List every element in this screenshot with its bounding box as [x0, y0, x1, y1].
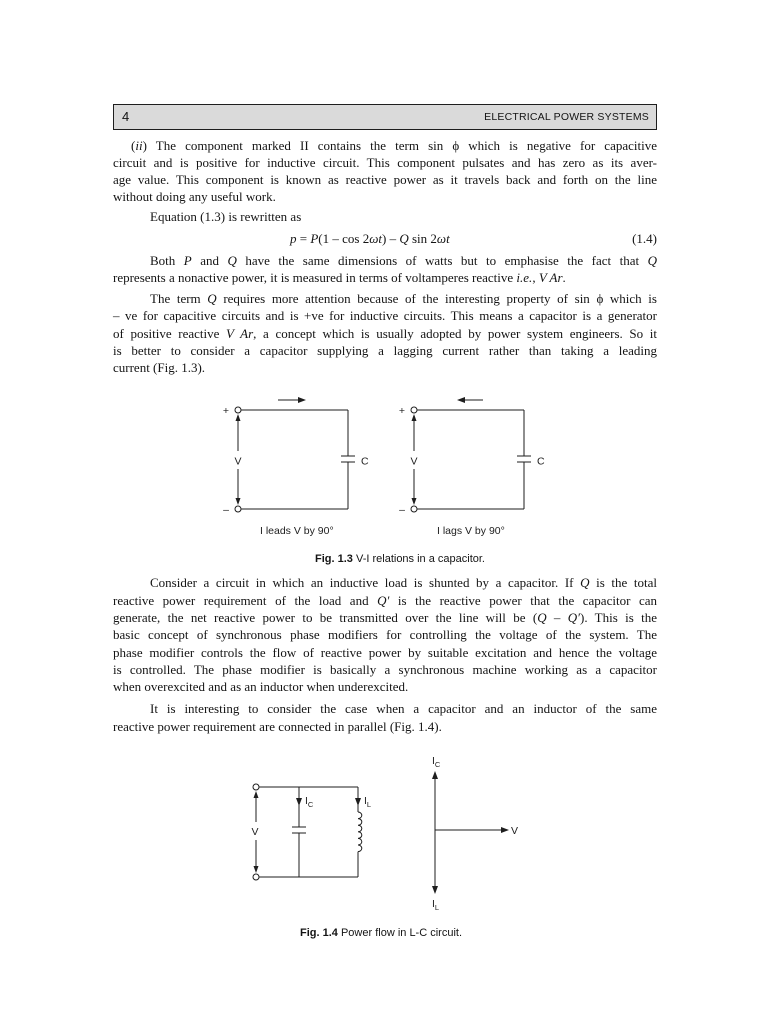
- symbol-q: Q: [227, 253, 237, 268]
- il-phasor-arrowhead: [432, 886, 438, 894]
- paragraph-5-line-3: [113, 609, 657, 627]
- minus-sign: –: [399, 504, 405, 516]
- voltage-phasor-arrowhead: [501, 827, 509, 833]
- paragraph-1-line-3: age value. This component is known as reactive power as it travels back and forth on the line: [113, 172, 657, 187]
- current-subscript: C: [434, 760, 441, 769]
- current-symbol: I: [364, 795, 367, 807]
- text-segment: and: [191, 253, 228, 268]
- il-phasor-label: [432, 898, 439, 912]
- paragraph-2-line-1: Equation (1.3) is rewritten as: [150, 209, 302, 224]
- voltage-arrowhead-down: [412, 498, 417, 505]
- text-segment: –: [546, 610, 568, 625]
- text-segment: The term: [150, 291, 208, 306]
- running-header: [113, 104, 657, 130]
- voltage-arrowhead-down: [236, 498, 241, 505]
- capacitor-current-label: [305, 795, 314, 809]
- paragraph-3-line-1: [150, 252, 657, 270]
- paragraph-6-line-1: It is interesting to consider the case when a capacitor and an inductor of the same: [150, 701, 657, 716]
- equation-term: ωt: [436, 231, 450, 246]
- bottom-terminal: [253, 874, 259, 880]
- paragraph-5-line-7: when overexcited and as an inductor when underexcited.: [113, 679, 409, 694]
- voltage-arrowhead-up: [254, 791, 259, 798]
- inductor-current-arrowhead: [355, 798, 361, 806]
- unit-var: V Ar: [538, 270, 563, 285]
- phase-caption: I lags V by 90°: [437, 525, 505, 537]
- top-terminal: [253, 784, 259, 790]
- equation-term: ) –: [382, 231, 400, 246]
- running-title: ELECTRICAL POWER SYSTEMS: [484, 111, 649, 123]
- equation-term: (1 – cos 2: [318, 231, 370, 246]
- paragraph-5-line-6: is controlled. The phase modifier is basically a synchronous machine working as a capacitor: [113, 662, 657, 677]
- paragraph-1-line-4: without doing any useful work.: [113, 189, 276, 204]
- figure-1-3-diagram: [200, 385, 560, 545]
- unit-var: V Ar: [226, 326, 254, 341]
- minus-sign: –: [223, 504, 229, 516]
- voltage-label: V: [410, 455, 418, 468]
- positive-terminal: [411, 407, 417, 413]
- text-segment: generate, the net reactive power to be transmitted over the line will be (: [113, 610, 538, 625]
- roman-numeral: ii: [135, 138, 143, 153]
- paragraph-3-line-2: [113, 269, 657, 287]
- abbreviation-ie: i.e.: [516, 270, 533, 285]
- equation-term: =: [296, 231, 311, 246]
- paragraph-4-line-3: [113, 325, 657, 343]
- text-segment: (: [131, 138, 136, 153]
- paragraph-6-line-2: reactive power requirement are connected in parallel (Fig. 1.4).: [113, 719, 442, 734]
- paragraph-4-line-2: – ve for capacitive circuits and is +ve for inductive circuits. This means a capacitor is a generator: [113, 308, 657, 323]
- paragraph-5-line-5: phase modifier controls the flow of reactive power by suitable excitation and hence the voltage: [113, 645, 657, 660]
- paragraph-4-line-5: current (Fig. 1.3).: [113, 360, 206, 375]
- paragraph-1-line-2: circuit and is positive for inductive circuit. This component pulsates and has zero as its aver-: [113, 155, 657, 170]
- page-number: 4: [122, 109, 130, 124]
- current-symbol: I: [432, 755, 435, 767]
- text-segment: of positive reactive: [113, 326, 227, 341]
- symbol-q: Q: [207, 291, 217, 306]
- symbol-p: P: [183, 253, 192, 268]
- text-segment: .: [562, 270, 566, 285]
- symbol-q: Q: [647, 253, 657, 268]
- symbol-q-prime: Q′: [377, 593, 390, 608]
- figure-1-4-diagram: [230, 750, 530, 920]
- figure-title: Power flow in L-C circuit.: [340, 927, 463, 939]
- negative-terminal: [235, 506, 241, 512]
- capacitor-label: C: [537, 455, 545, 468]
- voltage-arrowhead-up: [236, 414, 241, 421]
- paragraph-1-line-1: [131, 137, 657, 155]
- text-segment: have the same dimensions of watts but to emphasise the fact that: [236, 253, 648, 268]
- current-subscript: C: [307, 800, 314, 809]
- phasor-diagram: [432, 755, 518, 912]
- text-segment: requires more attention because of the interesting property of sin ϕ which is: [216, 291, 657, 306]
- plus-sign: +: [222, 405, 230, 417]
- paragraph-5-line-2: [113, 592, 657, 610]
- voltage-label: V: [251, 826, 259, 838]
- ic-phasor-arrowhead: [432, 771, 438, 779]
- current-subscript: L: [366, 800, 372, 809]
- circuit-i-leads-v: [223, 397, 369, 537]
- text-segment: represents a nonactive power, it is measured in terms of voltamperes reactive: [113, 270, 517, 285]
- equation-term: sin 2: [408, 231, 437, 246]
- equation-1-4: [290, 230, 530, 248]
- equation-term: P: [310, 231, 319, 246]
- figure-number: Fig. 1.3: [315, 553, 353, 565]
- inductor-current-label: [364, 795, 371, 809]
- ic-phasor-label: [432, 755, 441, 769]
- text-segment: reactive power requirement of the load and: [113, 593, 378, 608]
- capacitor-current-arrowhead: [296, 798, 302, 806]
- symbol-q-prime: Q′: [567, 610, 580, 625]
- text-segment: ) The component marked II contains the term sin ϕ which is negative for capacitive: [142, 138, 657, 153]
- voltage-arrowhead-down: [254, 866, 259, 873]
- circuit-i-lags-v: [399, 397, 545, 537]
- capacitor-label: C: [361, 455, 369, 468]
- phase-caption: I leads V by 90°: [260, 525, 334, 537]
- figure-number: Fig. 1.4: [300, 927, 338, 939]
- equation-term: Q: [399, 231, 409, 246]
- symbol-q: Q: [580, 575, 590, 590]
- current-symbol: I: [432, 898, 435, 910]
- inductor-coil: [358, 812, 362, 852]
- text-segment: is the total: [589, 575, 657, 590]
- negative-terminal: [411, 506, 417, 512]
- paragraph-5-line-1: [150, 574, 657, 592]
- current-arrowhead-right: [298, 397, 306, 403]
- voltage-arrowhead-up: [412, 414, 417, 421]
- text-segment: Consider a circuit in which an inductive load is shunted by a capacitor. If: [150, 575, 581, 590]
- text-segment: ). This is the: [579, 610, 657, 625]
- paragraph-4-line-1: [150, 290, 657, 308]
- text-segment: is the reactive power that the capacitor can: [389, 593, 657, 608]
- current-symbol: I: [305, 795, 308, 807]
- text-segment: ,: [532, 270, 539, 285]
- figure-1-4-caption: [300, 927, 462, 939]
- equation-term: p: [290, 231, 297, 246]
- symbol-q: Q: [537, 610, 547, 625]
- paragraph-5-line-4: basic concept of synchronous phase modifiers for controlling the voltage of the system. The: [113, 627, 657, 642]
- text-segment: Both: [150, 253, 184, 268]
- paragraph-4-line-4: is better to consider a capacitor supplying a lagging current rather than taking a leading: [113, 343, 657, 358]
- figure-1-3-caption: [315, 553, 485, 565]
- figure-title: V-I relations in a capacitor.: [355, 553, 485, 565]
- positive-terminal: [235, 407, 241, 413]
- current-subscript: L: [434, 903, 440, 912]
- voltage-label: V: [234, 455, 242, 468]
- voltage-phasor-label: V: [511, 825, 519, 837]
- equation-term: ωt: [369, 231, 383, 246]
- text-segment: , a concept which is usually adopted by power system engineers. So it: [253, 326, 657, 341]
- plus-sign: +: [398, 405, 406, 417]
- current-arrowhead-left: [457, 397, 465, 403]
- equation-number: (1.4): [632, 231, 657, 246]
- lc-parallel-circuit: [251, 784, 371, 880]
